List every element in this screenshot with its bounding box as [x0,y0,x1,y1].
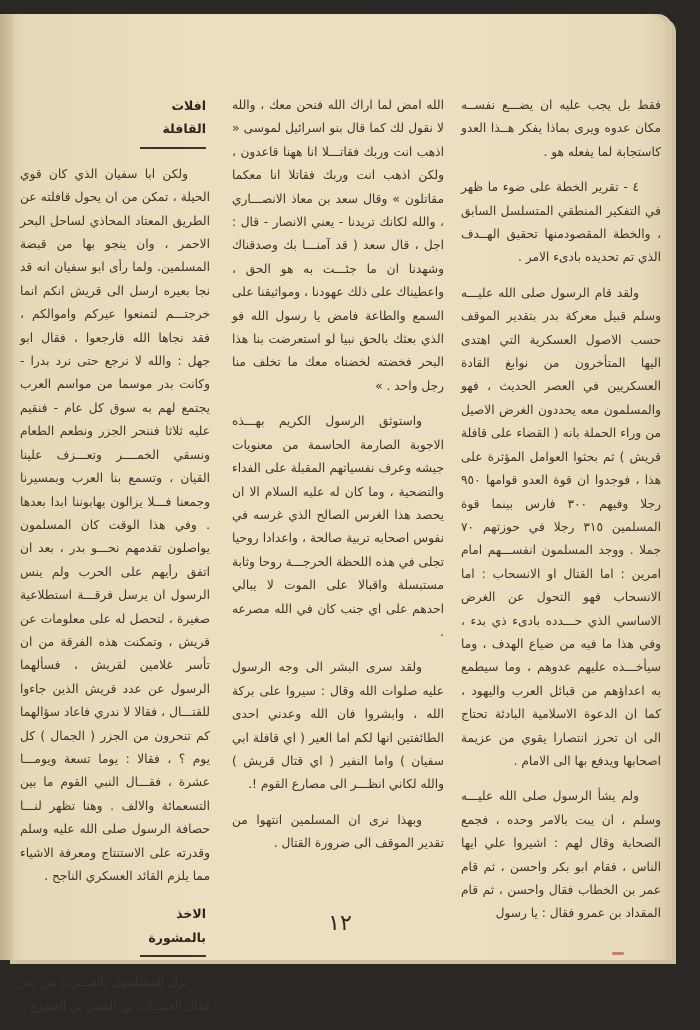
scanned-page [0,14,666,1013]
section-heading-caravan-escape: افلات القافلة [140,94,206,149]
section-heading-consultation: الاخذ بالمشورة [140,902,206,957]
paragraph: ٤ - تقرير الخطة على ضوء ما ظهر في التفكير المنطقي المتسلسل السابق ، والخطة المقصودمنها تحقيق الهــدف الذي تم تحديده بادىء الامر . [461,180,661,265]
ink-mark [612,952,624,955]
page-binding-edge [0,14,14,960]
text-column-right [461,94,661,938]
paragraph: ولكن ابا سفيان الذي كان قوي الحيلة ، تمكن من ان يحول قافلته عن الطريق المعتاد المحاذي لساحل البحر الاحمر ، وان ينجو بها من قبضة المسلمين. ولما رأى ابو سفيان انه قد نجا بعيره ارسل الى قريش انكم انما خرجتـــم لتمنعوا عيركم واموالكم ، فقد نجاها الله فارجعوا ، فقال ابو جهل : والله لا نرجع حتى نرد بدرا - وكانت بدر موسما من مواسم العرب يجتمع لهم به سوق كل عام - فنقيم عليه ثلاثا فننحر الجزر ونطعم الطعام ونسقي الخمــــر وتعـــزف علينا القيان ، وتسمع بنا العرب وبمسيرنا وجمعنا فـــلا يزالون يهابوننا ابدا بعدها . وفي هذا الوقت كان المسلمون يواصلون تقدمهم نحـــو بدر ، بعد ان اتفق رأيهم على الحرب ولم ينس الرسول ان يرسل فرقـــة استطلاعية صغيرة ، لتحصل له على معلومات عن قريش ، وتمكنت هذه الفرقة من ان تأسر غلامين لقريش ، فسألهما الرسول عن عدد قريش الذين جاءوا للقتـــال ، فقالا لا ندري فاعاد سؤالهما كم تنحرون من الجزر ( الجمال ) كل يوم ؟ ، فقالا : يوما تسعة ويومـــا عشرة ، فقـــال النبي القوم ما بين التسعمائة والالف . وهنا تظهر لنـــا حصافة الرسول صلى الله عليه وسلم وقدرته على الاستنتاج ومعرفة الاشياء مما يلزم القائد العسكري الناجح . [20,166,210,883]
paragraph: ولقد سرى البشر الى وجه الرسول عليه صلوات الله وقال : سيروا على بركة الله ، وابشروا فان الله وعدني احدى الطائفتين انها لكم اما العير ( اي قافلة ابي سفيان ) واما النفير ( اي قتال قريش ) والله لكاني انظـــر الى مصارع القوم !. [232,660,444,792]
paragraph: الله امض لما اراك الله فنحن معك ، والله لا نقول لك كما قال بنو اسرائيل لموسى « اذهب انت وربك فقاتـــلا انا ههنا قاعدون ، ولكن اذهب انت وربك فقاتلا انا معكما مقاتلون » وقال سعد بن معاذ الانصـــاري ، والله لكانك تريدنا - يعني الانصار - قال : اجل ، قال سعد ( قد آمنـــا بك وصدقناك وشهدنا ان ما جئـــت به هو الحق ، واعطيناك على ذلك عهودنا ، ومواثيقنا على السمع والطاعة فامض يا رسول الله فو الذي بعثك بالحق نبيا لو استعرضت بنا هذا البحر فخضته لخضناه معك ما تخلف منا رجل واحد . » [232,98,444,393]
paragraph: ولم يشأ الرسول صلى الله عليـــه وسلم ، ان يبت بالامر وحده ، فجمع الصحابة وقال لهم : اشيروا علي ايها الناس ، فقام ابو بكر واحسن ، ثم قام عمر بن الخطاب فقال واحسن ، ثم قام المقداد بن عمرو فقال : يا رسول [461,789,661,921]
text-column-middle [232,94,444,868]
paragraph: نزل المسلمون بالقـــرب من بدر فقال الحبـــاب بن المنذر بن الجموح : [20,975,210,1013]
paragraph: وبهذا نرى ان المسلمين انتهوا من تقدير الموقف الى ضرورة القتال . [232,812,444,851]
paragraph: فقط بل يجب عليه ان يضـــع نفســه مكان عدوه ويرى بماذا يفكر هــذا العدو كاستجابة لما يفعله هو . [461,98,661,159]
paragraph: ولقد قام الرسول صلى الله عليـــه وسلم قبيل معركة بدر بتقدير الموقف حسب الاصول العسكرية التي اهتدى اليها المتأخرون من نوابغ القادة العسكريين في العصر الحديث ، فهو والمسلمون معه يحددون الغرض الاصيل من وراء الحملة بانه ( القضاء على قافلة قريش ) ثم بحثوا العوامل المؤثرة على هذا ، فوجدوا ان قوة العدو قوامها ٩٥٠ رجلا وفيهم ٣٠٠ فارس بينما قوة المسلمين ٣١٥ رجلا في حوزتهم ٧٠ جملا . ووجد المسلمون انفســـهم امام امرين : اما القتال او الانسحاب : اما الانسحاب فهو التحول عن الغرض الاساسي الذي حـــدده بادىء ذي بدء ، وفي هذا ما فيه من ضياع الهدف ، وما سيأخـــذه عليهم عدوهم ، وما سيطمع به اعداؤهم من قبائل العرب واليهود ، كما ان الدعوة الاسلامية البادئة تحتاج الى ان تحرز انتصارا يقوي من عزيمة اصحابها ويدفع بها الى الامام . [461,285,661,768]
paragraph: واستوثق الرسول الكريم بهـــذه الاجوبة الصارمة الحاسمة من معنويات جيشه وعرف نفسياتهم المقبلة على الفداء والتضحية ، وما كان له عليه السلام الا ان يحصد هذا الغرس الصالح الذي غرسه في نفوس اصحابه تربية صالحة ، واعدادا روحيا تجلى في هذه اللحظة الحرجـــة روحا وثابة مستبسلة واقبالا على الموت لا يبالي احدهم على اي جنب كان في الله مصرعه . [232,414,444,639]
text-column-left [20,94,210,1030]
page-number: ١٢ [328,911,352,936]
